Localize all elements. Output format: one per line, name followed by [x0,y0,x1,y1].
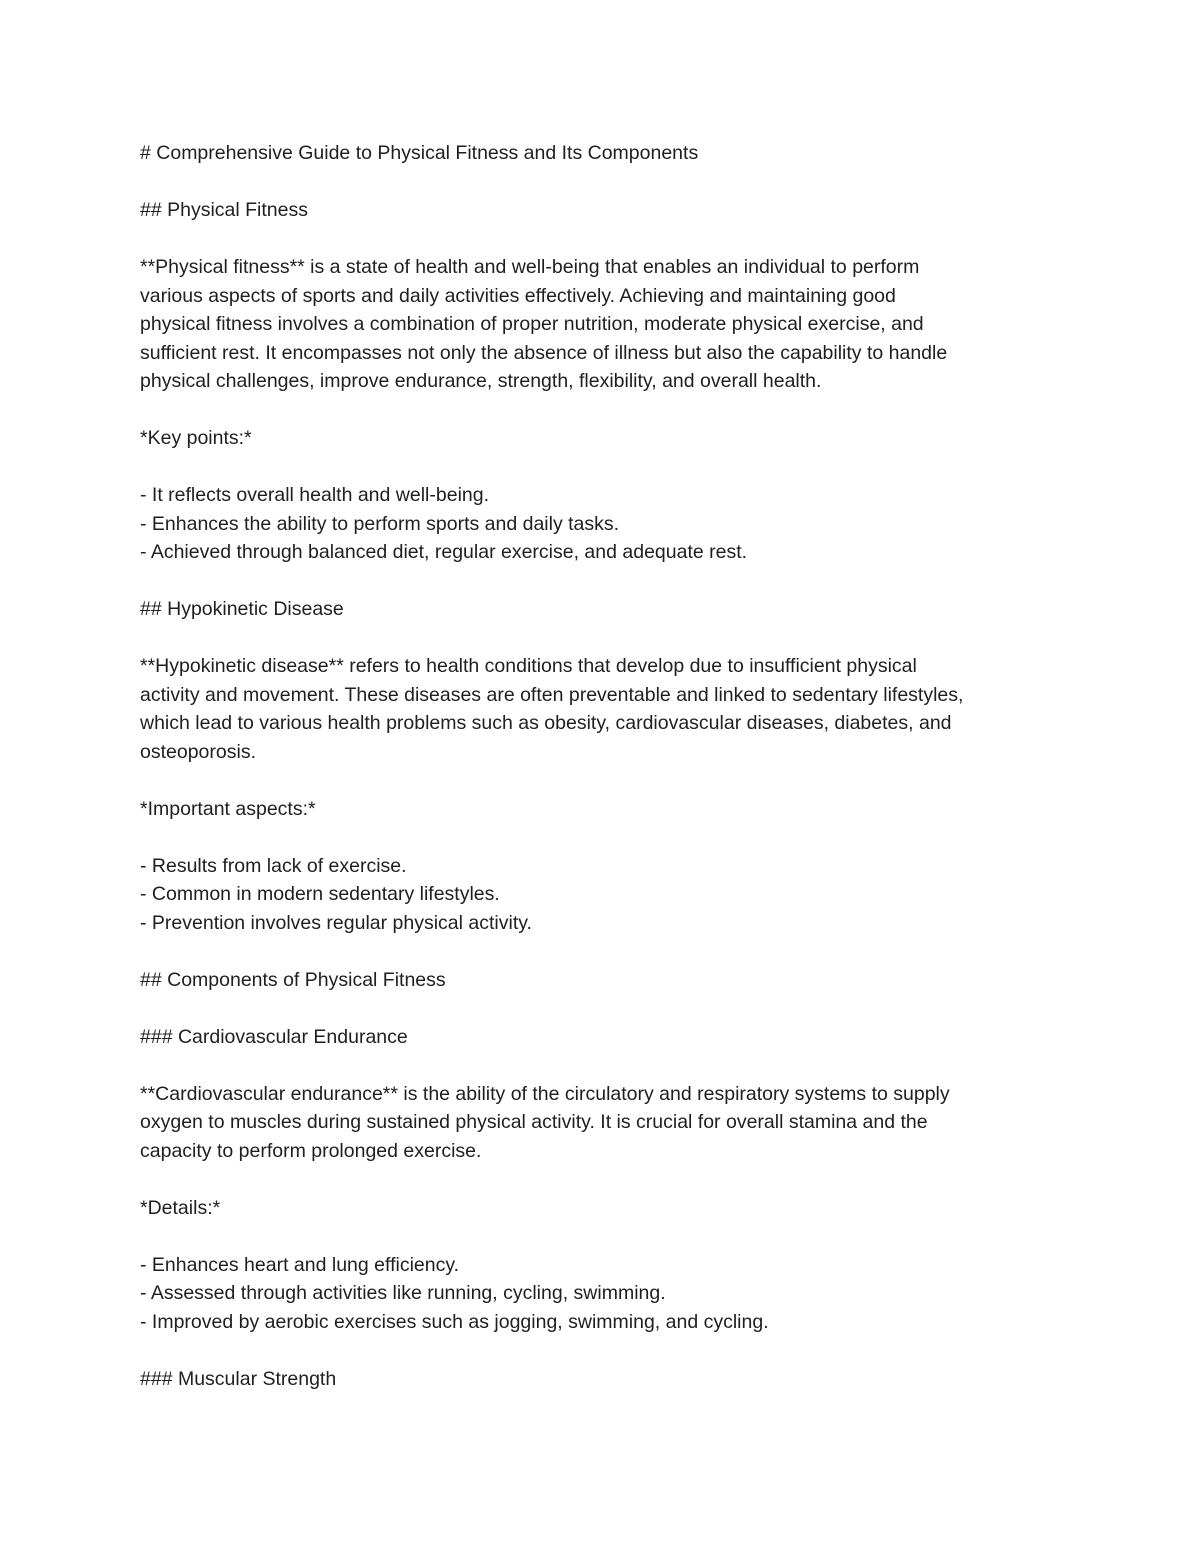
blank-line [140,567,1060,596]
blank-line [140,453,1060,482]
paragraph-line: sufficient rest. It encompasses not only the absence of illness but also the capability to handle [140,341,948,364]
paragraph-line: physical fitness involves a combination of proper nutrition, moderate physical exercise, and [140,313,924,335]
blank-line [140,1051,1060,1080]
blank-line [140,823,1060,852]
paragraph-line: which lead to various health problems such as obesity, cardiovascular diseases, diabetes, and [140,712,952,734]
bullet-item: - Assessed through activities like running, cycling, swimming. [140,1282,666,1304]
section-heading-hypokinetic-disease: ## Hypokinetic Disease [140,598,344,620]
document-title: # Comprehensive Guide to Physical Fitness and Its Components [140,142,699,164]
details-label: *Details:* [140,1196,221,1219]
subsection-heading-cardiovascular-endurance: ### Cardiovascular Endurance [140,1025,408,1048]
bullet-item: - Enhances heart and lung efficiency. [140,1253,460,1276]
bullet-item: - Results from lack of exercise. [140,854,407,877]
bullet-item: - Enhances the ability to perform sports and daily tasks. [140,512,620,535]
key-points-label: *Key points:* [140,427,252,449]
paragraph-line: various aspects of sports and daily activities effectively. Achieving and maintaining good [140,284,896,307]
bullet-item: - It reflects overall health and well-being. [140,484,490,506]
bullet-item: - Achieved through balanced diet, regular exercise, and adequate rest. [140,541,748,563]
subsection-heading-muscular-strength: ### Muscular Strength [140,1367,337,1390]
blank-line [140,624,1060,653]
blank-line [140,994,1060,1023]
bullet-item: - Prevention involves regular physical activity. [140,911,532,934]
paragraph-line: physical challenges, improve endurance, strength, flexibility, and overall health. [140,370,822,392]
blank-line [140,396,1060,425]
bullet-item: - Common in modern sedentary lifestyles. [140,883,500,905]
important-aspects-label: *Important aspects:* [140,797,316,820]
section-heading-components: ## Components of Physical Fitness [140,968,446,991]
paragraph-line: activity and movement. These diseases are often preventable and linked to sedentary lifestyles, [140,683,964,706]
paragraph-line: **Physical fitness** is a state of health and well-being that enables an individual to perform [140,256,920,278]
blank-line [140,1336,1060,1365]
paragraph-line: oxygen to muscles during sustained physical activity. It is crucial for overall stamina and the [140,1111,928,1133]
paragraph-line: **Hypokinetic disease** refers to health conditions that develop due to insufficient physical [140,655,917,677]
blank-line [140,1165,1060,1194]
section-heading-physical-fitness: ## Physical Fitness [140,199,308,221]
bullet-item: - Improved by aerobic exercises such as jogging, swimming, and cycling. [140,1310,769,1333]
blank-line [140,937,1060,966]
blank-line [140,168,1060,197]
paragraph-line: **Cardiovascular endurance** is the ability of the circulatory and respiratory systems to supply [140,1082,950,1105]
paragraph-line: capacity to perform prolonged exercise. [140,1139,482,1162]
blank-line [140,1222,1060,1251]
document-body [140,139,1060,1393]
paragraph-line: osteoporosis. [140,740,256,763]
blank-line [140,225,1060,254]
blank-line [140,766,1060,795]
